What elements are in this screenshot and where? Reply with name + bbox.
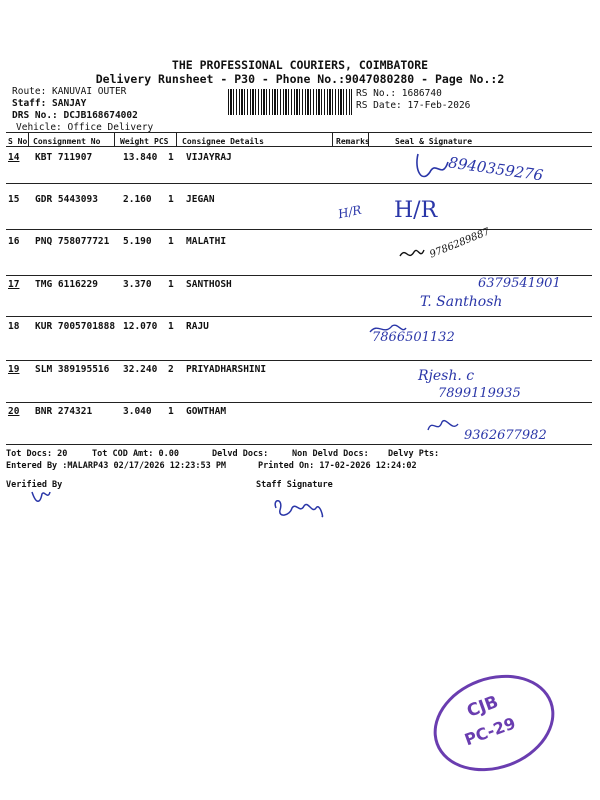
company-title: THE PROFESSIONAL COURIERS, COIMBATORE bbox=[171, 58, 429, 72]
col-header-sno: S No bbox=[8, 137, 28, 146]
table-top-rule bbox=[6, 132, 592, 133]
row-consignment: PNQ 758077721 bbox=[35, 236, 110, 247]
col-divider bbox=[332, 132, 333, 146]
row-weight: 5.190 bbox=[123, 236, 152, 247]
row-weight: 12.070 bbox=[123, 321, 158, 332]
row-rule bbox=[6, 316, 592, 317]
handwritten-phone: 7866501132 bbox=[372, 330, 455, 345]
col-header-weight: Weight bbox=[120, 137, 149, 146]
handwritten-phone: 7899119935 bbox=[438, 386, 521, 401]
row-consignment: KUR 7005701888 bbox=[35, 321, 116, 332]
col-header-pcs: PCS bbox=[154, 137, 169, 146]
handwritten-name: Rjesh. c bbox=[418, 368, 475, 384]
runsheet-subtitle: Delivery Runsheet - P30 - Phone No.:9047080280 - Page No.:2 bbox=[95, 72, 505, 86]
row-rule bbox=[6, 229, 592, 230]
row-weight: 3.040 bbox=[123, 406, 152, 417]
rs-number: RS No.: 1686740 bbox=[356, 88, 442, 99]
row-sno: 19 bbox=[8, 364, 20, 375]
col-header-remarks: Remarks bbox=[336, 137, 370, 146]
stamp-line1: CJB bbox=[464, 692, 502, 722]
row-consignment: TMG 6116229 bbox=[35, 279, 98, 290]
row-consignee: MALATHI bbox=[186, 236, 227, 247]
col-divider bbox=[114, 132, 115, 146]
row-rule bbox=[6, 183, 592, 184]
row-consignment: GDR 5443093 bbox=[35, 194, 98, 205]
row-consignment: BNR 274321 bbox=[35, 406, 93, 417]
col-divider bbox=[176, 132, 177, 146]
row-weight: 32.240 bbox=[123, 364, 158, 375]
signature-scribble bbox=[412, 150, 452, 186]
verifier-signature bbox=[30, 488, 52, 506]
signature-scribble bbox=[398, 244, 426, 264]
row-sno: 18 bbox=[8, 321, 20, 332]
handwritten-signature: H/R bbox=[394, 198, 438, 223]
handwritten-remark: H/R bbox=[336, 202, 363, 222]
total-cod: Tot COD Amt: 0.00 bbox=[92, 449, 179, 459]
row-consignee: GOWTHAM bbox=[186, 406, 227, 417]
table-bottom-rule bbox=[6, 444, 592, 445]
row-consignee: SANTHOSH bbox=[186, 279, 232, 290]
route-label: Route: KANUVAI OUTER bbox=[12, 86, 127, 97]
row-consignee: VIJAYRAJ bbox=[186, 152, 232, 163]
row-weight: 3.370 bbox=[123, 279, 152, 290]
barcode bbox=[228, 89, 352, 115]
row-pcs: 1 bbox=[168, 194, 174, 205]
entered-by: Entered By :MALARP43 02/17/2026 12:23:53 PM bbox=[6, 461, 227, 471]
row-consignee: RAJU bbox=[186, 321, 209, 332]
staff-signature-label: Staff Signature bbox=[256, 480, 333, 490]
delivery-points: Delvy Pts: bbox=[388, 449, 440, 459]
row-sno: 16 bbox=[8, 236, 20, 247]
verified-by-label: Verified By bbox=[6, 480, 63, 490]
stamp-line2: PC-29 bbox=[461, 713, 519, 750]
signature-scribble bbox=[424, 414, 462, 436]
row-pcs: 1 bbox=[168, 321, 174, 332]
row-consignee: PRIYADHARSHINI bbox=[186, 364, 267, 375]
row-pcs: 1 bbox=[168, 406, 174, 417]
seal-stamp bbox=[420, 659, 568, 788]
col-divider bbox=[28, 132, 29, 146]
total-docs: Tot Docs: 20 bbox=[6, 449, 68, 459]
row-consignment: KBT 711907 bbox=[35, 152, 93, 163]
row-weight: 13.840 bbox=[123, 152, 158, 163]
printed-on: Printed On: 17-02-2026 12:24:02 bbox=[258, 461, 417, 471]
row-sno: 15 bbox=[8, 194, 20, 205]
vehicle-label: Vehicle: Office Delivery bbox=[16, 122, 154, 133]
row-consignee: JEGAN bbox=[186, 194, 215, 205]
signature-scribble bbox=[368, 322, 408, 336]
table-header-rule bbox=[6, 146, 592, 147]
drs-label: DRS No.: DCJB168674002 bbox=[12, 110, 138, 121]
row-sno: 17 bbox=[8, 279, 20, 290]
row-pcs: 1 bbox=[168, 279, 174, 290]
col-header-seal-signature: Seal & Signature bbox=[395, 137, 473, 146]
delivered-docs: Delvd Docs: bbox=[212, 449, 269, 459]
handwritten-phone: 8940359276 bbox=[447, 153, 545, 185]
row-sno: 20 bbox=[8, 406, 20, 417]
row-pcs: 1 bbox=[168, 236, 174, 247]
staff-signature bbox=[270, 496, 328, 522]
row-sno: 14 bbox=[8, 152, 20, 163]
rs-date: RS Date: 17-Feb-2026 bbox=[356, 100, 471, 111]
handwritten-phone: 6379541901 bbox=[478, 276, 561, 291]
row-rule bbox=[6, 360, 592, 361]
col-header-consignment: Consignment No bbox=[33, 137, 101, 146]
handwritten-name: T. Santhosh bbox=[420, 294, 503, 310]
staff-label: Staff: SANJAY bbox=[12, 98, 87, 109]
row-consignment: SLM 389195516 bbox=[35, 364, 110, 375]
handwritten-phone: 9362677982 bbox=[464, 428, 547, 443]
row-pcs: 1 bbox=[168, 152, 174, 163]
handwritten-phone: 9786289887 bbox=[428, 226, 492, 261]
row-weight: 2.160 bbox=[123, 194, 152, 205]
row-rule bbox=[6, 402, 592, 403]
non-delivered-docs: Non Delvd Docs: bbox=[292, 449, 369, 459]
col-header-consignee: Consignee Details bbox=[182, 137, 264, 146]
row-pcs: 2 bbox=[168, 364, 174, 375]
